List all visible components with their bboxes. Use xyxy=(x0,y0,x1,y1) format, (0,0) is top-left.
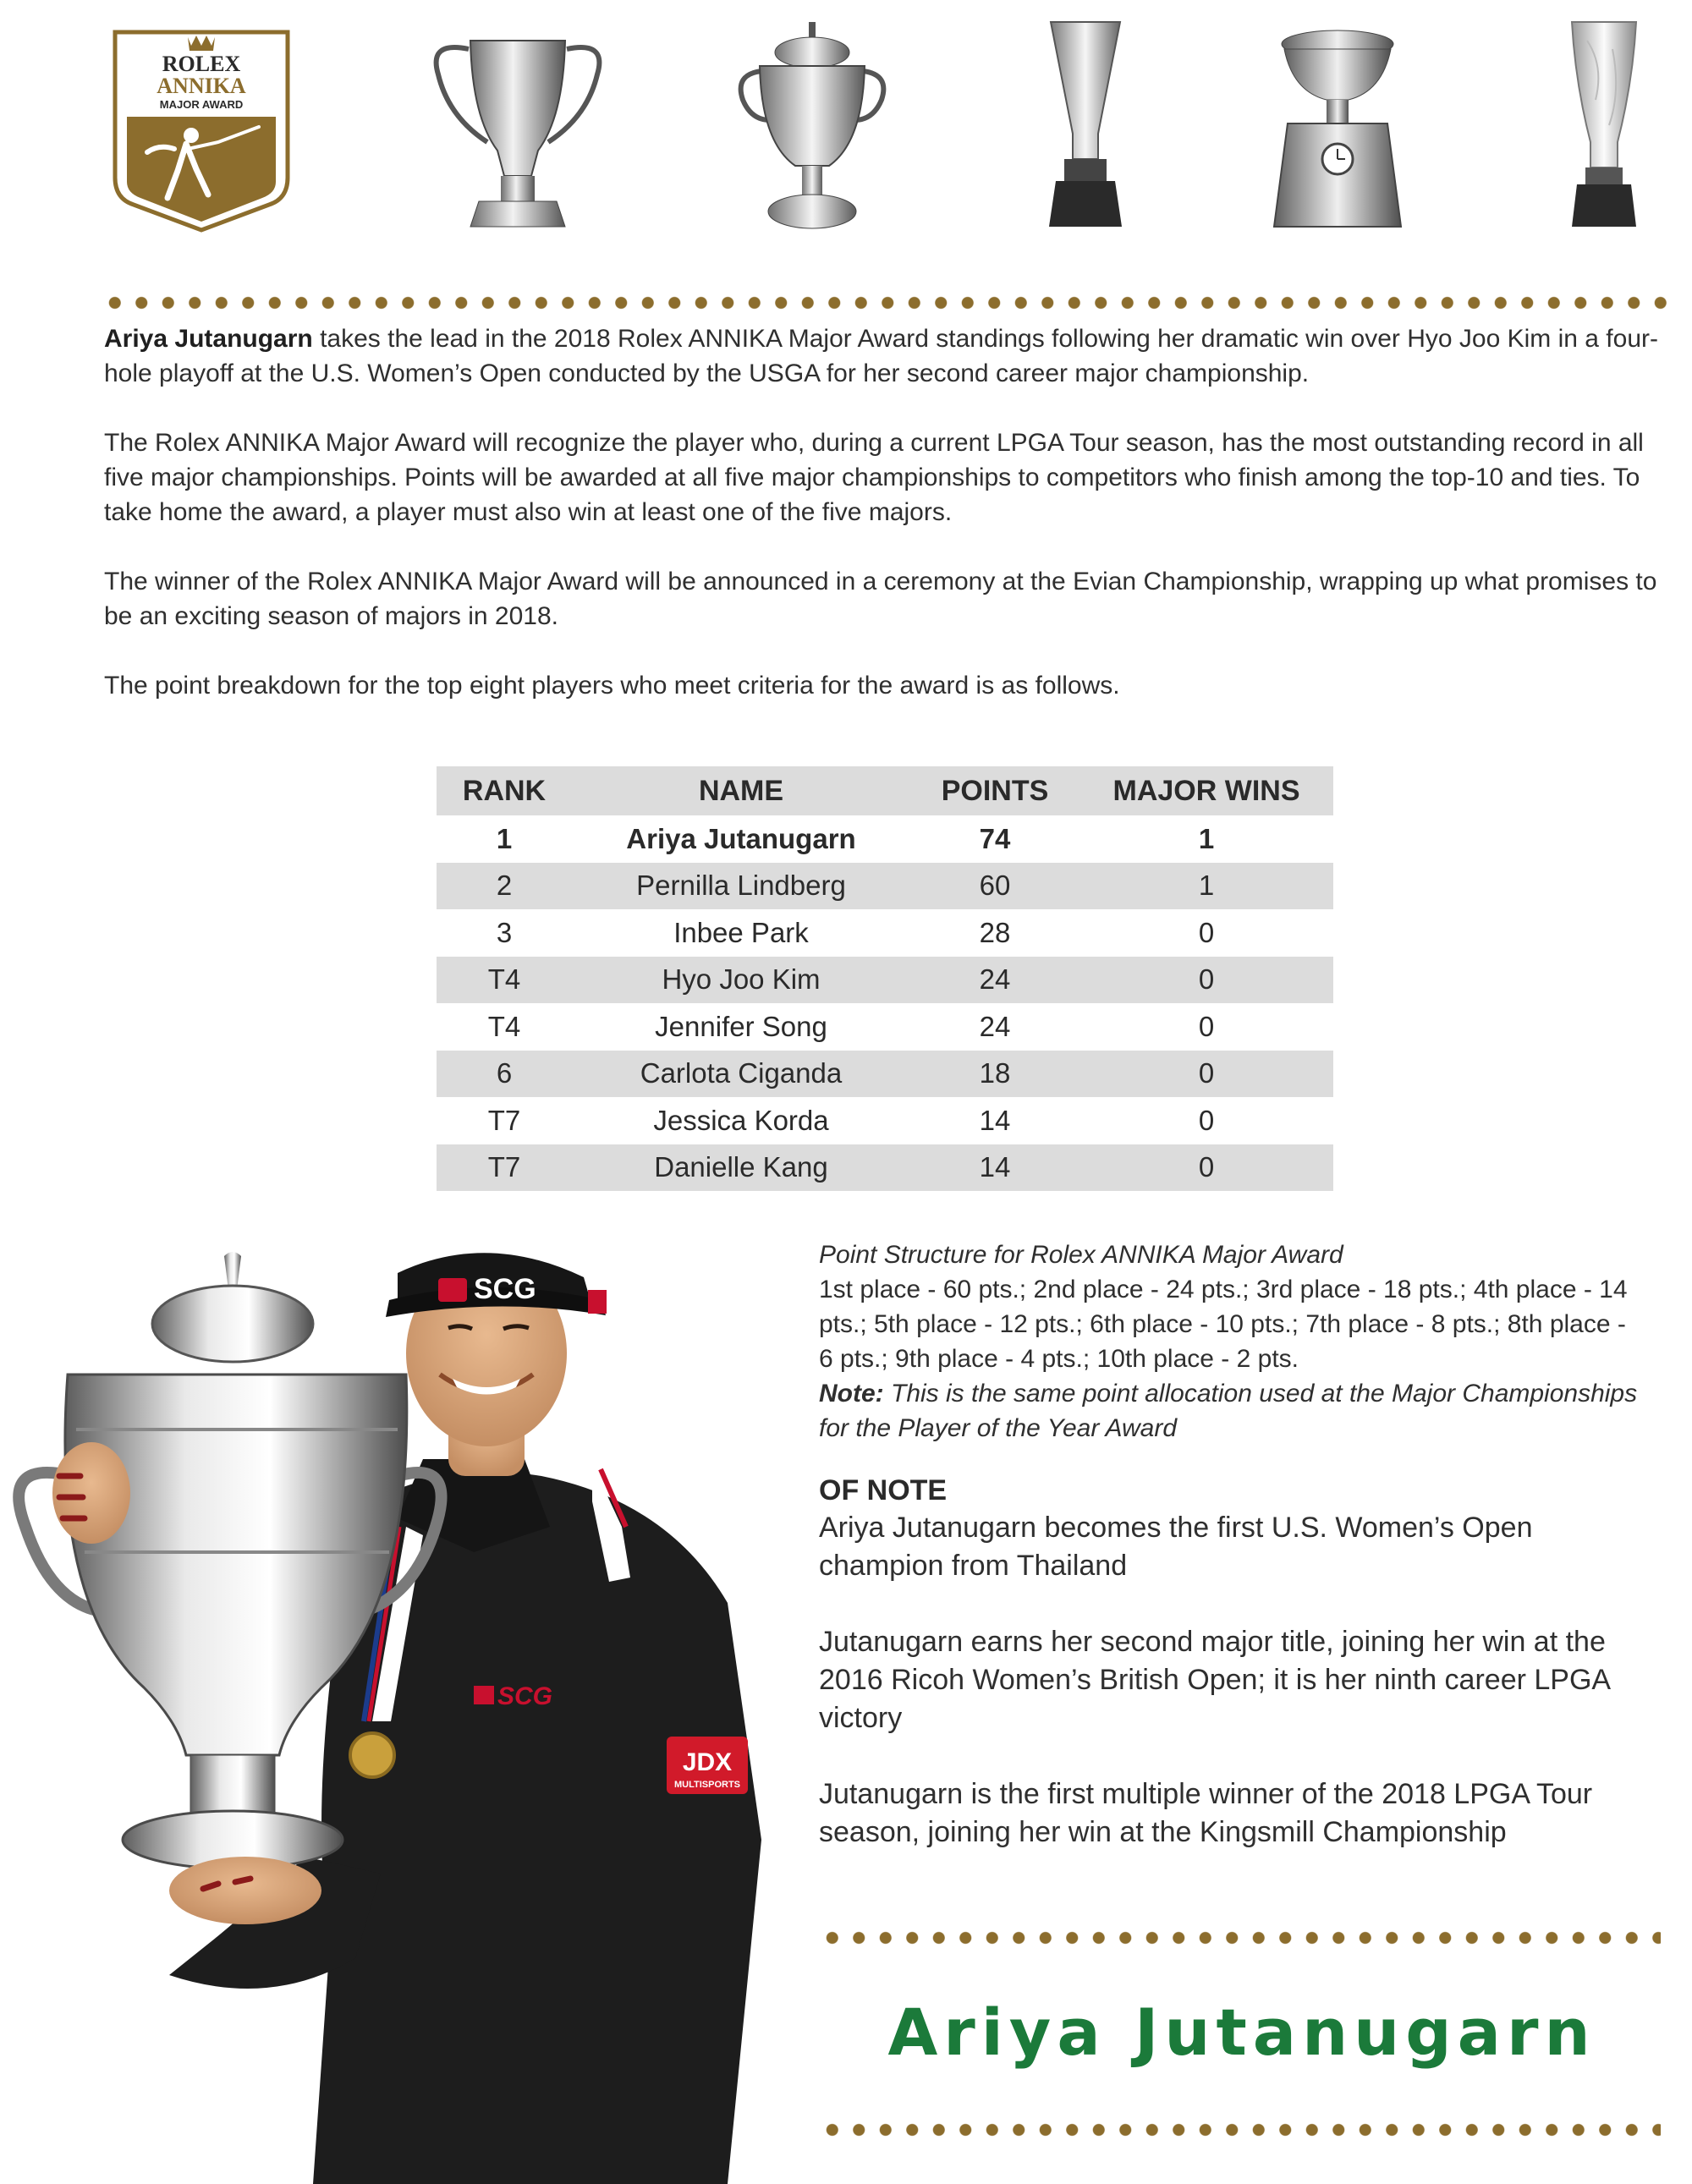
major-wins-cell: 0 xyxy=(1198,1010,1215,1042)
points-cell: 14 xyxy=(979,1104,1011,1136)
shirt-brand: SCG xyxy=(497,1682,553,1710)
rank-cell: T4 xyxy=(437,957,572,1004)
name-cell: Jessica Korda xyxy=(653,1104,829,1136)
point-structure-line-3: 6 pts.; 9th place - 4 pts.; 10th place - 2 pts. xyxy=(819,1345,1299,1373)
of-note-item: Jutanugarn earns her second major title, joining her win at the 2016 Ricoh Women’s British Open; it is her ninth career LPGA victory xyxy=(819,1626,1610,1734)
intro-text xyxy=(104,321,1665,738)
of-note-section xyxy=(819,1472,1665,1890)
point-structure-title: Point Structure for Rolex ANNIKA Major Award xyxy=(819,1241,1343,1269)
rank-cell: T4 xyxy=(487,1010,521,1042)
trophy-header xyxy=(0,0,1692,254)
logo-line1: ROLEX xyxy=(162,52,241,76)
name-cell: Danielle Kang xyxy=(572,1144,910,1192)
major-wins-column-header: MAJOR WINS xyxy=(1079,766,1333,815)
rank-cell: 3 xyxy=(496,916,513,948)
rank-cell: 6 xyxy=(437,1051,572,1098)
points-cell: 18 xyxy=(910,1051,1079,1098)
point-structure-line-1: 1st place - 60 pts.; 2nd place - 24 pts.; 3rd place - 18 pts.; 4th place - 14 xyxy=(819,1276,1628,1303)
shirt-logo-icon xyxy=(474,1686,494,1704)
clock-base-trophy-icon xyxy=(1259,15,1416,239)
standings-table xyxy=(437,766,1333,1191)
name-upper-dotted-divider xyxy=(819,1931,1661,1945)
slender-vase-trophy-icon xyxy=(1039,15,1132,239)
intro-paragraph-3: The winner of the Rolex ANNIKA Major Award will be announced in a ceremony at the Evian Championship, wrapping up what promises to be an exciting season of majors in 2018. xyxy=(104,568,1657,630)
major-wins-cell: 0 xyxy=(1079,957,1333,1004)
name-cell: Jennifer Song xyxy=(655,1010,827,1042)
major-wins-cell: 0 xyxy=(1079,1144,1333,1192)
points-cell: 60 xyxy=(910,863,1079,910)
table-row xyxy=(437,909,1333,957)
major-wins-cell: 0 xyxy=(1198,916,1215,948)
visor-brand: SCG xyxy=(474,1273,536,1305)
logo-line3: MAJOR AWARD xyxy=(159,98,244,111)
points-cell: 74 xyxy=(979,822,1011,854)
table-header-row xyxy=(437,766,1333,815)
of-note-item: Jutanugarn is the first multiple winner of the 2018 LPGA Tour season, joining her win at the Kingsmill Championship xyxy=(819,1778,1593,1848)
of-note-heading: OF NOTE xyxy=(819,1474,948,1506)
logo-line2: ANNIKA xyxy=(157,74,246,98)
rank-cell: 2 xyxy=(437,863,572,910)
name-cell: Carlota Ciganda xyxy=(572,1051,910,1098)
sleeve-patch-subtext: MULTISPORTS xyxy=(673,1780,741,1790)
major-wins-cell: 0 xyxy=(1198,1104,1215,1136)
rolex-annika-logo xyxy=(108,25,294,237)
points-column-header: POINTS xyxy=(910,766,1079,815)
rank-cell: 1 xyxy=(496,822,513,854)
major-wins-cell: 0 xyxy=(1079,1051,1333,1098)
intro-paragraph-2: The Rolex ANNIKA Major Award will recognize the player who, during a current LPGA Tour season, has the most outstanding record in all five major championships. Points will be awarded at all five major championships to competitors who finish among the top-10 and ties. To take home the award, a player must also win at least one of the five majors. xyxy=(104,429,1644,526)
table-row xyxy=(437,1003,1333,1051)
handled-cup-trophy-icon xyxy=(420,15,616,239)
lidded-cup-trophy-icon xyxy=(728,15,897,239)
top-dotted-divider xyxy=(102,296,1668,310)
name-column-header: NAME xyxy=(572,766,910,815)
rank-cell: T7 xyxy=(487,1104,521,1136)
name-lower-dotted-divider xyxy=(819,2123,1661,2137)
major-wins-cell: 1 xyxy=(1198,822,1215,854)
visor-logo-icon xyxy=(438,1278,467,1302)
note-label: Note: xyxy=(819,1380,884,1408)
crystal-vase-trophy-icon xyxy=(1562,15,1646,239)
table-row xyxy=(437,1051,1333,1098)
medal-icon xyxy=(350,1733,394,1777)
intro-leader-name: Ariya Jutanugarn xyxy=(104,325,313,353)
point-structure-line-2: pts.; 5th place - 12 pts.; 6th place - 10 pts.; 7th place - 8 pts.; 8th place - xyxy=(819,1310,1626,1338)
sleeve-patch-text: JDX xyxy=(682,1748,733,1776)
points-cell: 28 xyxy=(979,916,1011,948)
intro-paragraph-1: Ariya Jutanugarn takes the lead in the 2018 Rolex ANNIKA Major Award standings following her dramatic win over Hyo Joo Kim in a four-hole playoff at the U.S. Women’s Open conducted by the USGA for her second career major championship. xyxy=(104,325,1658,387)
of-note-item: Ariya Jutanugarn becomes the first U.S. Women’s Open champion from Thailand xyxy=(819,1512,1533,1582)
major-wins-cell: 1 xyxy=(1079,863,1333,910)
point-structure xyxy=(819,1237,1665,1446)
table-row xyxy=(437,863,1333,910)
point-structure-note: Note: This is the same point allocation used at the Major Championships for the Player of the Year Award xyxy=(819,1380,1638,1442)
points-cell: 24 xyxy=(979,1010,1011,1042)
name-cell: Ariya Jutanugarn xyxy=(626,822,856,854)
table-row xyxy=(437,1097,1333,1144)
name-cell: Pernilla Lindberg xyxy=(572,863,910,910)
rank-cell: T7 xyxy=(437,1144,572,1192)
points-cell: 14 xyxy=(910,1144,1079,1192)
name-cell: Inbee Park xyxy=(673,916,809,948)
name-cell: Hyo Joo Kim xyxy=(572,957,910,1004)
rank-column-header: RANK xyxy=(437,766,572,815)
intro-paragraph-4: The point breakdown for the top eight players who meet criteria for the award is as follows. xyxy=(104,672,1120,700)
table-row xyxy=(437,957,1333,1004)
points-cell: 24 xyxy=(910,957,1079,1004)
table-row xyxy=(437,815,1333,863)
table-row xyxy=(437,1144,1333,1192)
champion-photo xyxy=(0,1248,787,2184)
player-name-title: Ariya Jutanugarn xyxy=(887,1995,1596,2070)
